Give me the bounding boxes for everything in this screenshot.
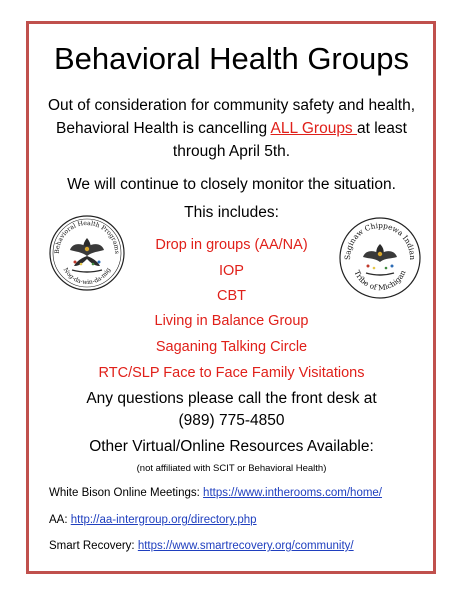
logo-left-top-text: Behavioral Health Programs <box>53 219 121 255</box>
saginaw-chippewa-logo <box>338 216 422 300</box>
logo-left-bottom-text: Nog-da-win-da-mig <box>61 266 113 287</box>
resource-aa <box>49 513 257 527</box>
logo-right-bottom-text: Tribe of Michigan <box>352 268 408 293</box>
behavioral-health-logo <box>48 214 126 292</box>
page-title: Behavioral Health Groups <box>54 41 409 76</box>
intro-line-2-prefix: Behavioral Health is cancelling <box>56 120 271 137</box>
group-item: CBT <box>217 288 246 304</box>
resource-white-bison <box>49 486 382 500</box>
group-item: Living in Balance Group <box>154 313 309 329</box>
resource-smart-recovery <box>49 539 354 553</box>
group-item: Drop in groups (AA/NA) <box>155 237 308 253</box>
resource-label: AA: <box>49 514 71 526</box>
includes-heading: This includes: <box>184 204 279 221</box>
intro-line-2 <box>0 119 463 139</box>
resource-link[interactable]: http://aa-intergroup.org/directory.php <box>70 514 257 526</box>
resource-label: Smart Recovery: <box>49 540 138 552</box>
resources-heading: Other Virtual/Online Resources Available: <box>89 438 374 455</box>
group-item: Saganing Talking Circle <box>155 339 308 355</box>
intro-line-3: through April 5th. <box>172 143 291 160</box>
phone-number: (989) 775-4850 <box>178 412 285 429</box>
intro-line-2-suffix: at least <box>357 120 407 137</box>
questions-line: Any questions please call the front desk at <box>86 390 377 407</box>
resource-link[interactable]: https://www.smartrecovery.org/community/ <box>137 540 354 552</box>
group-item: RTC/SLP Face to Face Family Visitations <box>98 365 365 381</box>
resource-label: White Bison Online Meetings: <box>49 487 204 499</box>
intro-line-1: Out of consideration for community safety and health, <box>47 97 416 114</box>
logo-right-top-text: Saginaw Chippewa Indian <box>342 220 418 261</box>
disclaimer: (not affiliated with SCIT or Behavioral Health) <box>136 463 327 474</box>
group-item: IOP <box>219 263 244 279</box>
resource-link[interactable]: https://www.intherooms.com/home/ <box>203 487 383 499</box>
monitor-text: We will continue to closely monitor the situation. <box>67 176 396 193</box>
all-groups-link[interactable]: ALL Groups <box>270 120 357 137</box>
